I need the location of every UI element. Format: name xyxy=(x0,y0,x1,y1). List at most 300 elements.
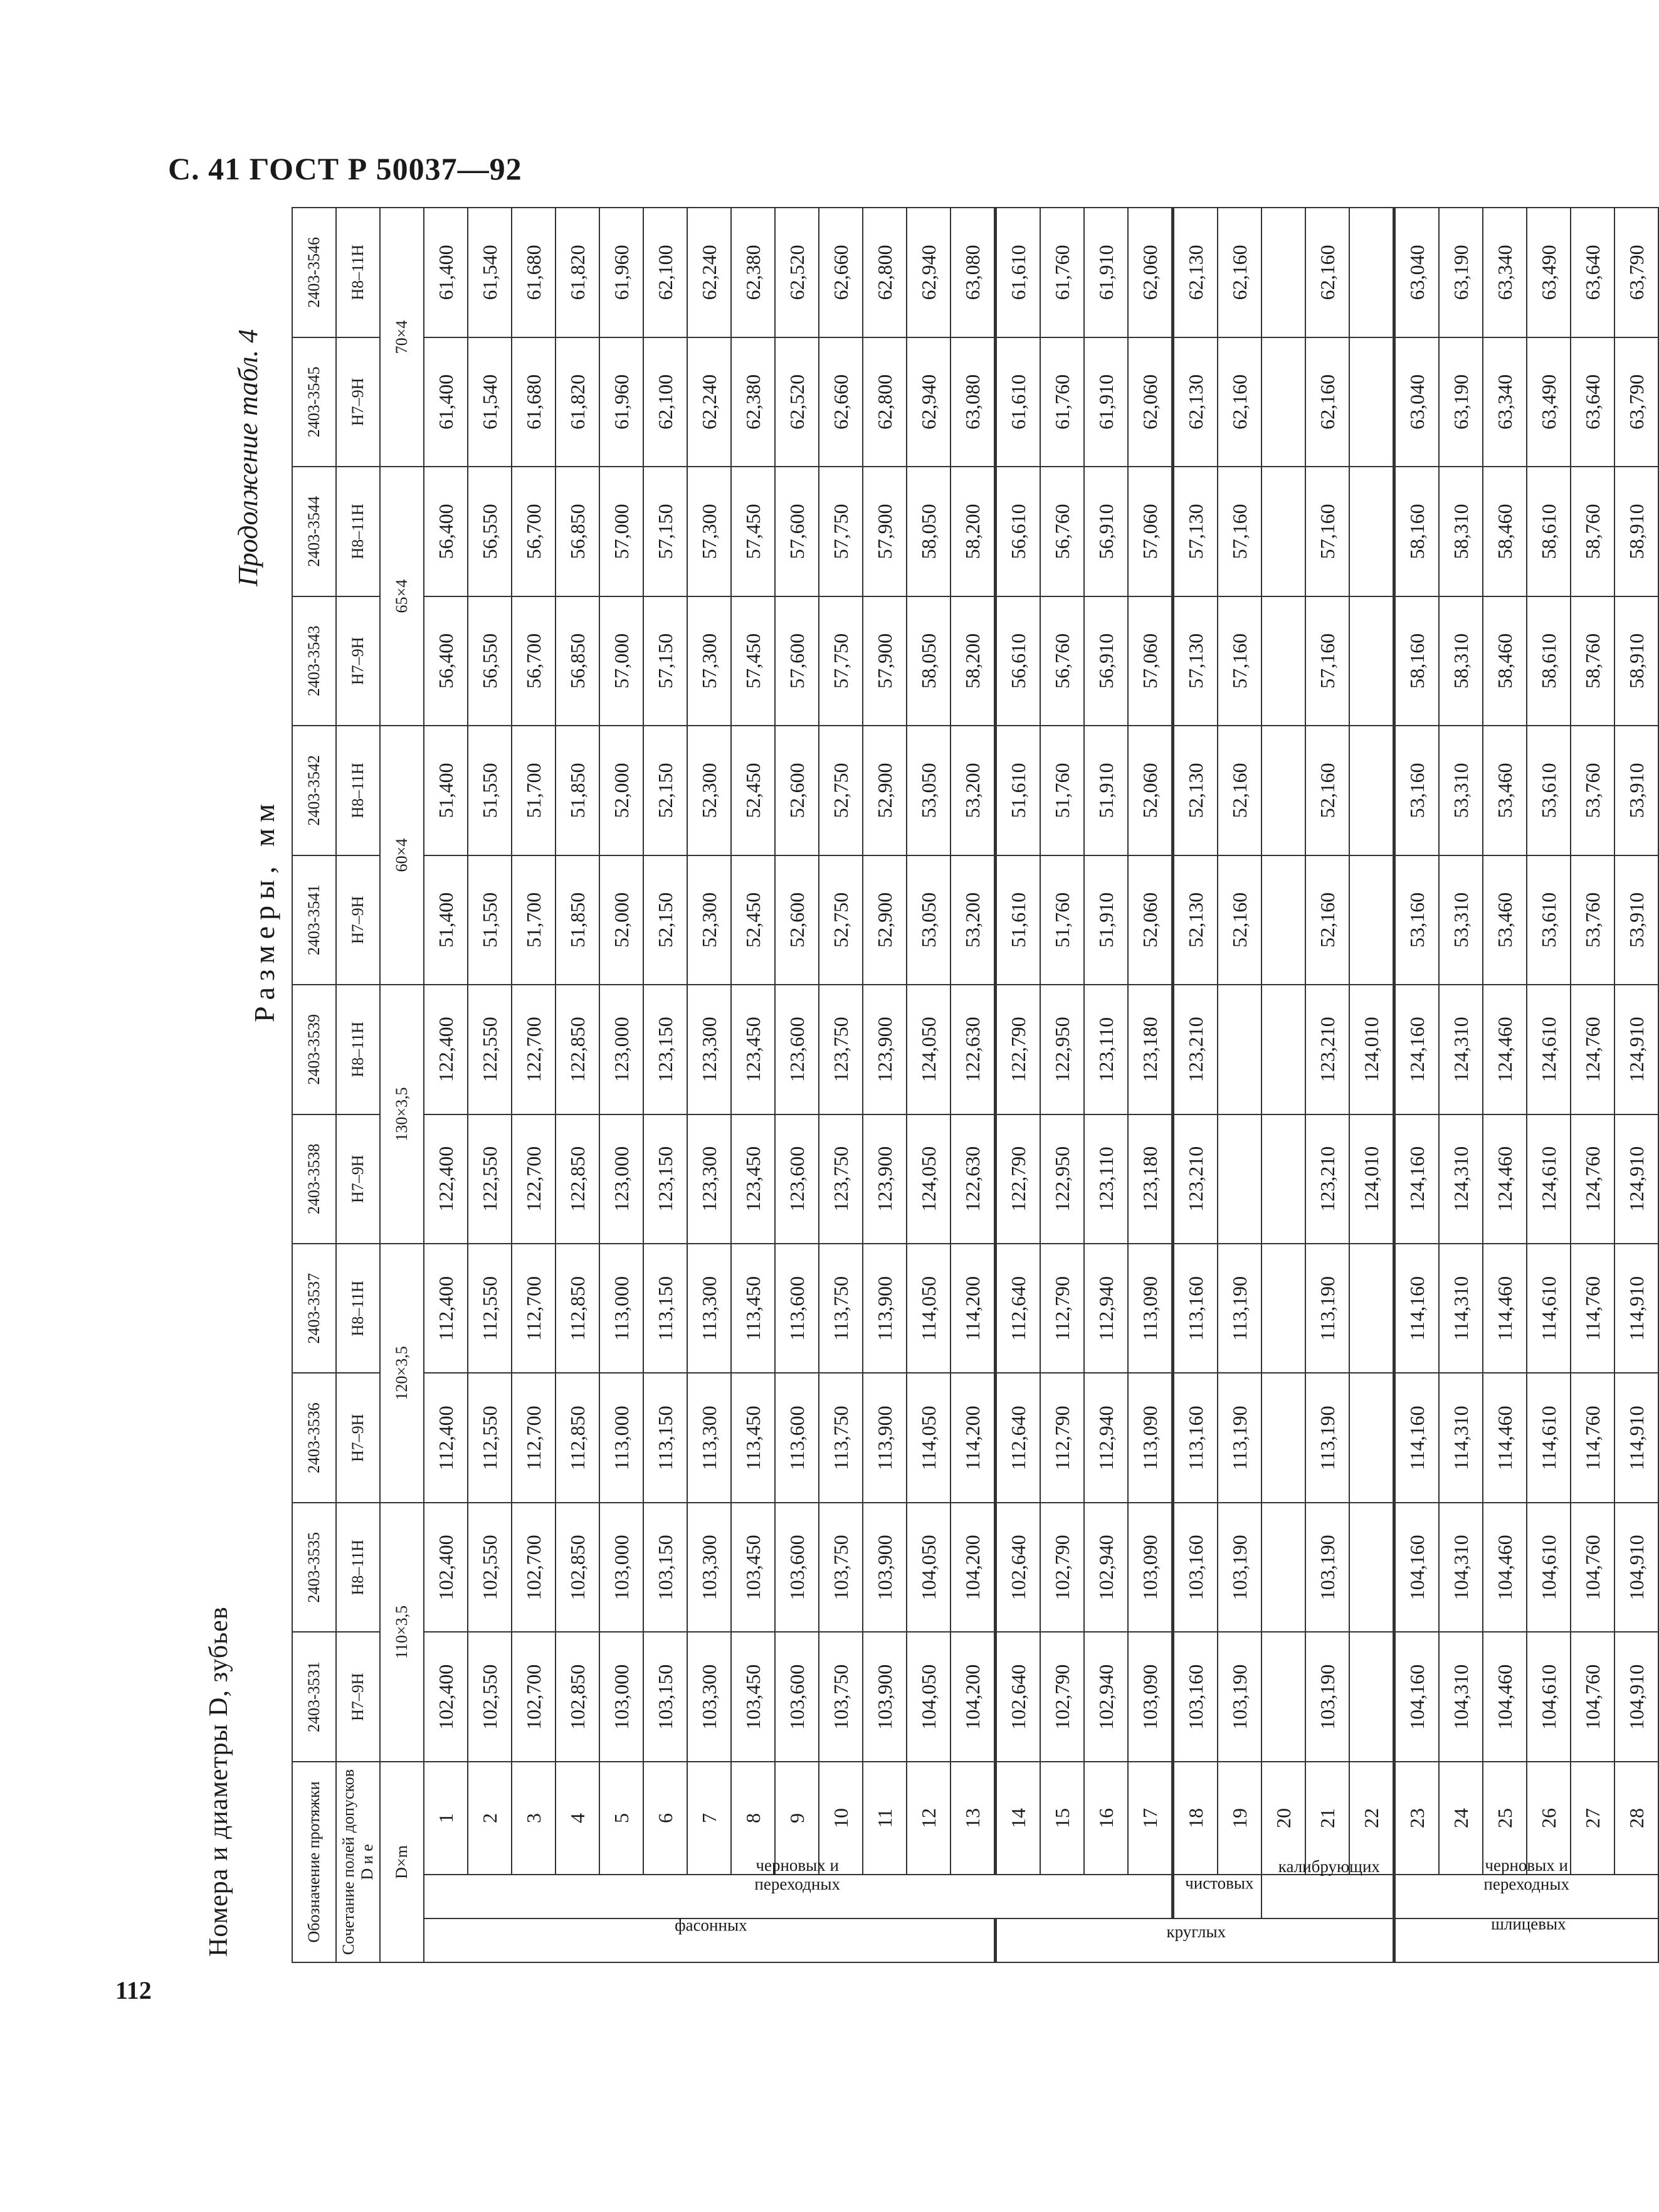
value-cell: 122,400 xyxy=(424,985,468,1114)
value-cell: 114,910 xyxy=(1614,1244,1658,1373)
value-cell: 113,000 xyxy=(599,1373,643,1503)
value-cell: 57,600 xyxy=(775,596,819,726)
value-cell: 62,160 xyxy=(1218,208,1261,337)
value-cell: 57,300 xyxy=(687,596,731,726)
value-cell: 61,540 xyxy=(468,208,512,337)
value-cell: 113,190 xyxy=(1218,1373,1261,1503)
value-cell: 123,210 xyxy=(1305,985,1349,1114)
value-cell: 122,630 xyxy=(951,985,996,1114)
value-cell xyxy=(1218,985,1261,1114)
value-cell: 102,700 xyxy=(512,1632,556,1761)
table-row xyxy=(1483,208,1527,1962)
value-cell: 61,760 xyxy=(1040,208,1084,337)
row-number: 8 xyxy=(731,1762,775,1875)
value-cell: 104,160 xyxy=(1394,1503,1440,1632)
value-cell: 62,130 xyxy=(1173,208,1218,337)
table-row xyxy=(1305,208,1349,1962)
value-cell: 114,200 xyxy=(951,1244,996,1373)
value-cell: 103,750 xyxy=(819,1632,863,1761)
value-cell: 57,450 xyxy=(731,596,775,726)
value-cell: 52,750 xyxy=(819,855,863,985)
value-cell: 124,050 xyxy=(907,985,951,1114)
table-row xyxy=(1349,208,1394,1962)
value-cell: 61,400 xyxy=(424,208,468,337)
value-cell: 57,160 xyxy=(1305,596,1349,726)
subcategory-rough-transitional-2: черновых и переходных xyxy=(1394,1875,1659,1918)
table-row xyxy=(1439,208,1483,1962)
value-cell: 57,750 xyxy=(819,467,863,596)
value-cell: 112,400 xyxy=(424,1373,468,1503)
table-row xyxy=(512,208,556,1962)
value-cell: 57,130 xyxy=(1173,467,1218,596)
designation-cell: 2403-3542 xyxy=(292,726,336,855)
value-cell: 52,160 xyxy=(1218,855,1261,985)
value-cell: 114,910 xyxy=(1614,1373,1658,1503)
value-cell: 61,760 xyxy=(1040,337,1084,467)
value-cell: 103,160 xyxy=(1173,1632,1218,1761)
value-cell: 53,460 xyxy=(1483,855,1527,985)
value-cell: 104,050 xyxy=(907,1503,951,1632)
value-cell: 103,150 xyxy=(643,1632,687,1761)
value-cell: 58,460 xyxy=(1483,467,1527,596)
value-cell: 52,160 xyxy=(1305,855,1349,985)
value-cell: 114,460 xyxy=(1483,1373,1527,1503)
value-cell: 103,600 xyxy=(775,1632,819,1761)
value-cell: 52,000 xyxy=(599,855,643,985)
value-cell: 123,300 xyxy=(687,1114,731,1244)
tolerance-cell: H8–11H xyxy=(336,467,380,596)
value-cell: 124,010 xyxy=(1349,985,1394,1114)
table-row xyxy=(643,208,687,1962)
value-cell: 124,610 xyxy=(1527,985,1571,1114)
value-cell: 57,000 xyxy=(599,596,643,726)
value-cell: 124,760 xyxy=(1571,1114,1614,1244)
value-cell: 62,100 xyxy=(643,208,687,337)
row-number: 17 xyxy=(1128,1762,1173,1875)
dxm-cell: 110×3,5 xyxy=(380,1503,424,1762)
value-cell: 62,660 xyxy=(819,208,863,337)
value-cell: 53,910 xyxy=(1614,726,1658,855)
value-cell xyxy=(1261,208,1305,337)
value-cell: 103,190 xyxy=(1305,1632,1349,1761)
value-cell: 104,160 xyxy=(1394,1632,1440,1761)
value-cell: 124,160 xyxy=(1394,985,1440,1114)
value-cell: 122,790 xyxy=(996,985,1041,1114)
header-tolerances: Сочетание полей допусков D и e xyxy=(336,1762,380,1962)
table-row xyxy=(1614,208,1658,1962)
value-cell: 104,610 xyxy=(1527,1632,1571,1761)
value-cell xyxy=(1261,985,1305,1114)
value-cell: 102,640 xyxy=(996,1503,1041,1632)
designation-cell: 2403-3535 xyxy=(292,1503,336,1632)
category-shaped: фасонных xyxy=(424,1918,996,1962)
dxm-cell: 60×4 xyxy=(380,726,424,985)
value-cell: 51,910 xyxy=(1084,855,1128,985)
value-cell: 102,940 xyxy=(1084,1632,1128,1761)
table-row xyxy=(1394,208,1440,1962)
table-row xyxy=(863,208,907,1962)
value-cell: 102,400 xyxy=(424,1632,468,1761)
value-cell: 124,010 xyxy=(1349,1114,1394,1244)
value-cell: 113,150 xyxy=(643,1373,687,1503)
value-cell: 58,460 xyxy=(1483,596,1527,726)
value-cell xyxy=(1218,1114,1261,1244)
value-cell: 56,550 xyxy=(468,467,512,596)
value-cell: 52,300 xyxy=(687,726,731,855)
value-cell: 102,640 xyxy=(996,1632,1041,1761)
value-cell: 123,110 xyxy=(1084,985,1128,1114)
value-cell: 102,400 xyxy=(424,1503,468,1632)
value-cell: 51,850 xyxy=(556,855,599,985)
value-cell: 51,550 xyxy=(468,726,512,855)
value-cell xyxy=(1261,337,1305,467)
value-cell: 53,050 xyxy=(907,855,951,985)
value-cell: 113,450 xyxy=(731,1244,775,1373)
value-cell: 123,180 xyxy=(1128,985,1173,1114)
value-cell: 112,700 xyxy=(512,1373,556,1503)
tolerance-cell: H7–9H xyxy=(336,337,380,467)
tolerance-cell: H8–11H xyxy=(336,985,380,1114)
value-cell: 53,310 xyxy=(1439,855,1483,985)
table-row xyxy=(424,208,468,1962)
value-cell: 51,400 xyxy=(424,726,468,855)
dxm-cell: 120×3,5 xyxy=(380,1244,424,1503)
value-cell: 104,760 xyxy=(1571,1503,1614,1632)
value-cell: 52,750 xyxy=(819,726,863,855)
value-cell: 63,040 xyxy=(1394,337,1440,467)
value-cell: 113,450 xyxy=(731,1373,775,1503)
value-cell: 124,760 xyxy=(1571,985,1614,1114)
table-row xyxy=(1040,208,1084,1962)
value-cell: 51,400 xyxy=(424,855,468,985)
value-cell: 114,460 xyxy=(1483,1244,1527,1373)
value-cell: 123,110 xyxy=(1084,1114,1128,1244)
row-number: 21 xyxy=(1305,1762,1349,1875)
side-label: Номера и диаметры D, зубьев xyxy=(204,1606,233,1957)
value-cell: 52,900 xyxy=(863,855,907,985)
table-row xyxy=(731,208,775,1962)
value-cell: 56,550 xyxy=(468,596,512,726)
row-number: 25 xyxy=(1483,1762,1527,1875)
value-cell: 113,000 xyxy=(599,1244,643,1373)
value-cell: 52,150 xyxy=(643,726,687,855)
value-cell: 56,400 xyxy=(424,596,468,726)
value-cell: 63,190 xyxy=(1439,208,1483,337)
row-number: 28 xyxy=(1614,1762,1658,1875)
value-cell xyxy=(1261,596,1305,726)
value-cell: 52,600 xyxy=(775,726,819,855)
value-cell: 113,190 xyxy=(1305,1373,1349,1503)
value-cell: 62,060 xyxy=(1128,337,1173,467)
value-cell: 112,640 xyxy=(996,1373,1041,1503)
value-cell: 124,160 xyxy=(1394,1114,1440,1244)
value-cell: 103,600 xyxy=(775,1503,819,1632)
value-cell xyxy=(1349,596,1394,726)
value-cell: 56,760 xyxy=(1040,467,1084,596)
value-cell: 52,160 xyxy=(1305,726,1349,855)
value-cell: 114,310 xyxy=(1439,1244,1483,1373)
row-number: 20 xyxy=(1261,1762,1305,1875)
value-cell: 63,790 xyxy=(1614,208,1658,337)
row-number: 7 xyxy=(687,1762,731,1875)
value-cell: 103,190 xyxy=(1218,1632,1261,1761)
value-cell: 112,700 xyxy=(512,1244,556,1373)
value-cell: 53,200 xyxy=(951,855,996,985)
value-cell: 123,450 xyxy=(731,1114,775,1244)
row-number: 11 xyxy=(863,1762,907,1875)
value-cell: 103,000 xyxy=(599,1503,643,1632)
value-cell: 112,790 xyxy=(1040,1244,1084,1373)
value-cell: 123,600 xyxy=(775,985,819,1114)
value-cell: 123,450 xyxy=(731,985,775,1114)
value-cell: 112,940 xyxy=(1084,1373,1128,1503)
value-cell: 61,960 xyxy=(599,208,643,337)
value-cell: 53,050 xyxy=(907,726,951,855)
value-cell: 102,790 xyxy=(1040,1503,1084,1632)
value-cell: 52,060 xyxy=(1128,726,1173,855)
value-cell: 103,900 xyxy=(863,1632,907,1761)
value-cell: 56,700 xyxy=(512,596,556,726)
value-cell: 104,310 xyxy=(1439,1503,1483,1632)
value-cell xyxy=(1349,467,1394,596)
row-number: 27 xyxy=(1571,1762,1614,1875)
value-cell: 52,450 xyxy=(731,855,775,985)
row-number: 23 xyxy=(1394,1762,1440,1875)
value-cell: 61,910 xyxy=(1084,337,1128,467)
value-cell: 63,080 xyxy=(951,337,996,467)
dxm-cell: 70×4 xyxy=(380,208,424,467)
value-cell: 123,210 xyxy=(1305,1114,1349,1244)
value-cell: 62,160 xyxy=(1305,337,1349,467)
value-cell: 57,000 xyxy=(599,467,643,596)
value-cell: 53,610 xyxy=(1527,855,1571,985)
value-cell: 112,850 xyxy=(556,1373,599,1503)
value-cell: 56,910 xyxy=(1084,596,1128,726)
value-cell xyxy=(1349,726,1394,855)
value-cell: 53,310 xyxy=(1439,726,1483,855)
row-number: 13 xyxy=(951,1762,996,1875)
value-cell: 103,000 xyxy=(599,1632,643,1761)
value-cell: 61,820 xyxy=(556,337,599,467)
value-cell: 124,460 xyxy=(1483,985,1527,1114)
value-cell: 113,160 xyxy=(1173,1244,1218,1373)
value-cell: 51,700 xyxy=(512,726,556,855)
header-tolerance-row xyxy=(336,208,380,1962)
value-cell: 62,100 xyxy=(643,337,687,467)
value-cell: 56,760 xyxy=(1040,596,1084,726)
table-body xyxy=(292,208,1658,1962)
table-row xyxy=(556,208,599,1962)
value-cell: 102,790 xyxy=(1040,1632,1084,1761)
value-cell: 63,490 xyxy=(1527,208,1571,337)
value-cell: 104,610 xyxy=(1527,1503,1571,1632)
value-cell: 52,130 xyxy=(1173,855,1218,985)
tolerance-cell: H8–11H xyxy=(336,1503,380,1632)
value-cell: 124,910 xyxy=(1614,985,1658,1114)
value-cell: 58,050 xyxy=(907,467,951,596)
subcategory-finishing: чистовых xyxy=(1173,1875,1262,1918)
value-cell: 57,900 xyxy=(863,596,907,726)
value-cell: 123,180 xyxy=(1128,1114,1173,1244)
table-row xyxy=(1128,208,1173,1962)
value-cell: 114,310 xyxy=(1439,1373,1483,1503)
tolerance-cell: H8–11H xyxy=(336,208,380,337)
value-cell: 123,750 xyxy=(819,1114,863,1244)
header-designation: Обозначение протяжки xyxy=(292,1762,336,1962)
value-cell: 114,760 xyxy=(1571,1244,1614,1373)
value-cell: 57,130 xyxy=(1173,596,1218,726)
row-number: 14 xyxy=(996,1762,1041,1875)
value-cell: 114,760 xyxy=(1571,1373,1614,1503)
value-cell: 58,310 xyxy=(1439,596,1483,726)
value-cell xyxy=(1261,1244,1305,1373)
sizes-caption: Размеры, мм xyxy=(248,797,280,1022)
value-cell: 62,800 xyxy=(863,208,907,337)
value-cell: 104,200 xyxy=(951,1503,996,1632)
value-cell: 113,900 xyxy=(863,1244,907,1373)
value-cell: 123,000 xyxy=(599,985,643,1114)
value-cell: 62,160 xyxy=(1218,337,1261,467)
table-row xyxy=(819,208,863,1962)
value-cell: 63,040 xyxy=(1394,208,1440,337)
value-cell: 124,910 xyxy=(1614,1114,1658,1244)
row-number: 16 xyxy=(1084,1762,1128,1875)
value-cell: 58,760 xyxy=(1571,467,1614,596)
value-cell: 53,610 xyxy=(1527,726,1571,855)
value-cell: 103,090 xyxy=(1128,1503,1173,1632)
value-cell: 61,400 xyxy=(424,337,468,467)
value-cell: 62,240 xyxy=(687,337,731,467)
value-cell: 51,550 xyxy=(468,855,512,985)
value-cell: 102,550 xyxy=(468,1632,512,1761)
value-cell: 61,910 xyxy=(1084,208,1128,337)
value-cell: 63,080 xyxy=(951,208,996,337)
value-cell: 123,900 xyxy=(863,1114,907,1244)
table-row xyxy=(468,208,512,1962)
row-number: 12 xyxy=(907,1762,951,1875)
value-cell: 53,160 xyxy=(1394,726,1440,855)
table-row xyxy=(1571,208,1614,1962)
value-cell: 58,200 xyxy=(951,467,996,596)
value-cell: 62,520 xyxy=(775,337,819,467)
tolerance-cell: H7–9H xyxy=(336,1632,380,1761)
value-cell: 51,850 xyxy=(556,726,599,855)
value-cell: 103,160 xyxy=(1173,1503,1218,1632)
value-cell: 102,550 xyxy=(468,1503,512,1632)
value-cell: 61,610 xyxy=(996,208,1041,337)
value-cell: 113,090 xyxy=(1128,1244,1173,1373)
header-dxm: D×m xyxy=(380,1762,424,1962)
value-cell: 124,460 xyxy=(1483,1114,1527,1244)
value-cell: 124,050 xyxy=(907,1114,951,1244)
value-cell: 122,400 xyxy=(424,1114,468,1244)
designation-cell: 2403-3537 xyxy=(292,1244,336,1373)
value-cell: 112,550 xyxy=(468,1244,512,1373)
row-number: 9 xyxy=(775,1762,819,1875)
value-cell: 102,700 xyxy=(512,1503,556,1632)
value-cell xyxy=(1261,855,1305,985)
designation-cell: 2403-3544 xyxy=(292,467,336,596)
value-cell: 61,680 xyxy=(512,337,556,467)
table-row xyxy=(1084,208,1128,1962)
value-cell: 113,600 xyxy=(775,1373,819,1503)
value-cell xyxy=(1349,1373,1394,1503)
value-cell: 62,660 xyxy=(819,337,863,467)
value-cell: 51,700 xyxy=(512,855,556,985)
tolerance-cell: H7–9H xyxy=(336,1114,380,1244)
designation-cell: 2403-3539 xyxy=(292,985,336,1114)
value-cell: 103,750 xyxy=(819,1503,863,1632)
value-cell: 62,160 xyxy=(1305,208,1349,337)
value-cell xyxy=(1261,1373,1305,1503)
value-cell: 113,600 xyxy=(775,1244,819,1373)
value-cell: 123,150 xyxy=(643,985,687,1114)
value-cell: 102,850 xyxy=(556,1632,599,1761)
value-cell: 123,600 xyxy=(775,1114,819,1244)
value-cell: 104,050 xyxy=(907,1632,951,1761)
value-cell: 114,200 xyxy=(951,1373,996,1503)
value-cell: 114,610 xyxy=(1527,1373,1571,1503)
tolerance-cell: H7–9H xyxy=(336,596,380,726)
value-cell: 113,150 xyxy=(643,1244,687,1373)
value-cell: 103,900 xyxy=(863,1503,907,1632)
value-cell: 112,940 xyxy=(1084,1244,1128,1373)
value-cell: 103,300 xyxy=(687,1632,731,1761)
table-row xyxy=(1261,208,1305,1962)
value-cell: 122,630 xyxy=(951,1114,996,1244)
broach-size-table xyxy=(292,207,1659,1963)
value-cell: 57,450 xyxy=(731,467,775,596)
value-cell: 62,940 xyxy=(907,337,951,467)
value-cell: 58,160 xyxy=(1394,467,1440,596)
row-number: 3 xyxy=(512,1762,556,1875)
designation-cell: 2403-3536 xyxy=(292,1373,336,1503)
value-cell: 112,850 xyxy=(556,1244,599,1373)
table-row xyxy=(951,208,996,1962)
value-cell: 58,910 xyxy=(1614,467,1658,596)
value-cell: 58,050 xyxy=(907,596,951,726)
value-cell: 56,610 xyxy=(996,596,1041,726)
table-row xyxy=(1173,208,1218,1962)
value-cell: 112,550 xyxy=(468,1373,512,1503)
subcategory-rough-transitional: черновых и переходных xyxy=(424,1875,1173,1918)
value-cell: 51,760 xyxy=(1040,855,1084,985)
row-number: 4 xyxy=(556,1762,599,1875)
value-cell: 52,000 xyxy=(599,726,643,855)
value-cell: 123,210 xyxy=(1173,985,1218,1114)
value-cell: 123,150 xyxy=(643,1114,687,1244)
value-cell: 122,700 xyxy=(512,1114,556,1244)
designation-cell: 2403-3543 xyxy=(292,596,336,726)
value-cell: 62,060 xyxy=(1128,208,1173,337)
value-cell: 58,200 xyxy=(951,596,996,726)
value-cell: 62,940 xyxy=(907,208,951,337)
value-cell: 113,300 xyxy=(687,1373,731,1503)
value-cell: 122,550 xyxy=(468,1114,512,1244)
value-cell xyxy=(1261,1632,1305,1761)
value-cell: 122,790 xyxy=(996,1114,1041,1244)
value-cell: 58,610 xyxy=(1527,596,1571,726)
value-cell: 52,150 xyxy=(643,855,687,985)
value-cell: 53,760 xyxy=(1571,726,1614,855)
value-cell: 114,160 xyxy=(1394,1373,1440,1503)
value-cell: 53,200 xyxy=(951,726,996,855)
category-spline: шлицевых xyxy=(1394,1918,1659,1962)
value-cell: 52,600 xyxy=(775,855,819,985)
table-row xyxy=(996,208,1041,1962)
value-cell: 63,640 xyxy=(1571,337,1614,467)
value-cell: 52,130 xyxy=(1173,726,1218,855)
